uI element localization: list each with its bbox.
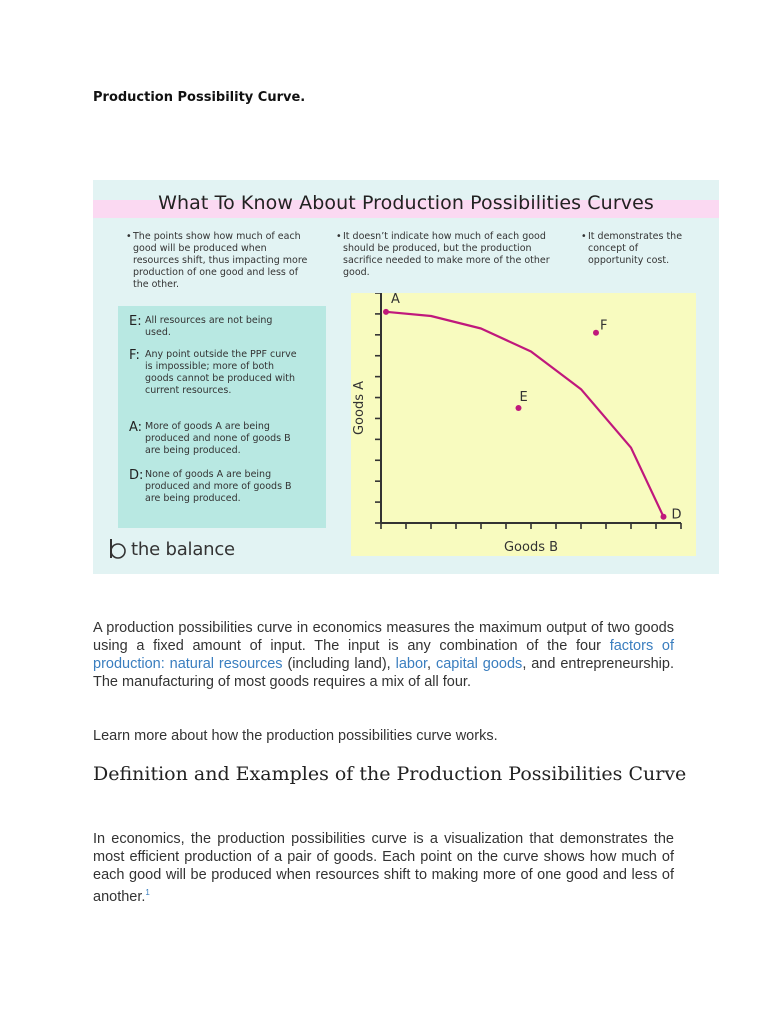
legend-item-f: [129, 350, 299, 397]
point-label-d: D: [671, 507, 682, 523]
point-e: [516, 405, 522, 411]
footnote-link[interactable]: 1: [145, 888, 150, 897]
infographic-bullet-2: [336, 231, 558, 279]
factors-of-production-link[interactable]: factors of production: natural resources: [93, 638, 675, 672]
ppc-infographic: [93, 180, 719, 574]
brand-logo: [107, 536, 235, 562]
bullet-mark: •: [126, 231, 132, 242]
bullet-mark: •: [336, 231, 342, 242]
x-axis-label: Goods B: [503, 540, 559, 555]
point-d: [661, 514, 667, 520]
definition-text: In economics, the production possibilities curve is a visualization that demonstrates the most efficient production of a pair of goods. Each point on the curve shows how much of each good will be produced when resources shift to making more of one good and less of another.: [93, 831, 674, 905]
section-heading: Definition and Examples of the Production Possibilities Curve: [93, 763, 687, 785]
document-title: Production Possibility Curve.: [93, 90, 306, 105]
point-label-a: A: [391, 293, 400, 307]
intro-separator: ,: [427, 656, 436, 672]
legend-text: All resources are not being used.: [145, 315, 273, 338]
legend-key: D:: [129, 468, 144, 483]
bullet-text: The points show how much of each good will be produced when resources shift, thus impacting more production of one good and less of the other.: [133, 231, 308, 290]
legend-box: [118, 306, 326, 528]
legend-key: E:: [129, 314, 142, 329]
point-label-e: E: [519, 390, 528, 405]
labor-link[interactable]: labor: [395, 656, 428, 672]
point-f: [593, 330, 599, 336]
infographic-bullet-1: [126, 231, 311, 291]
capital-goods-link[interactable]: capital goods: [435, 656, 523, 672]
bullet-text: It demonstrates the concept of opportunity cost.: [588, 231, 683, 266]
y-axis-label: Goods A: [352, 380, 367, 436]
legend-item-d: [129, 470, 301, 505]
intro-text-3: , and entrepreneurship. The manufacturing of most goods requires a mix of all four.: [93, 656, 674, 690]
bullet-text: It doesn’t indicate how much of each good should be produced, but the production sacrifice needed to make more of the other good.: [343, 231, 550, 278]
intro-paragraph: [93, 619, 674, 691]
intro-text-1: A production possibilities curve in economics measures the maximum output of two goods using a fixed amount of input. The input is any combination of the four: [93, 620, 674, 654]
infographic-bullet-3: [581, 231, 689, 267]
legend-text: More of goods A are being produced and none of goods B are being produced.: [145, 421, 291, 456]
balance-logo-icon: [107, 537, 127, 561]
point-a: [383, 309, 389, 315]
learn-more-paragraph: Learn more about how the production possibilities curve works.: [93, 728, 498, 744]
ppf-chart: [351, 293, 696, 556]
legend-text: None of goods A are being produced and more of goods B are being produced.: [145, 469, 292, 504]
bullet-mark: •: [581, 231, 587, 242]
legend-item-a: [129, 422, 301, 457]
plot-background: [351, 293, 696, 556]
legend-key: A:: [129, 420, 143, 435]
legend-text: Any point outside the PPF curve is impossible; more of both goods cannot be produced with current resources.: [145, 349, 297, 396]
legend-item-e: [129, 316, 299, 339]
intro-text-2: (including land),: [282, 656, 396, 672]
legend-key: F:: [129, 348, 140, 363]
infographic-title: What To Know About Production Possibilities Curves: [158, 192, 654, 214]
point-label-f: F: [600, 318, 608, 334]
definition-paragraph: [93, 830, 674, 906]
brand-name: the balance: [131, 538, 235, 560]
